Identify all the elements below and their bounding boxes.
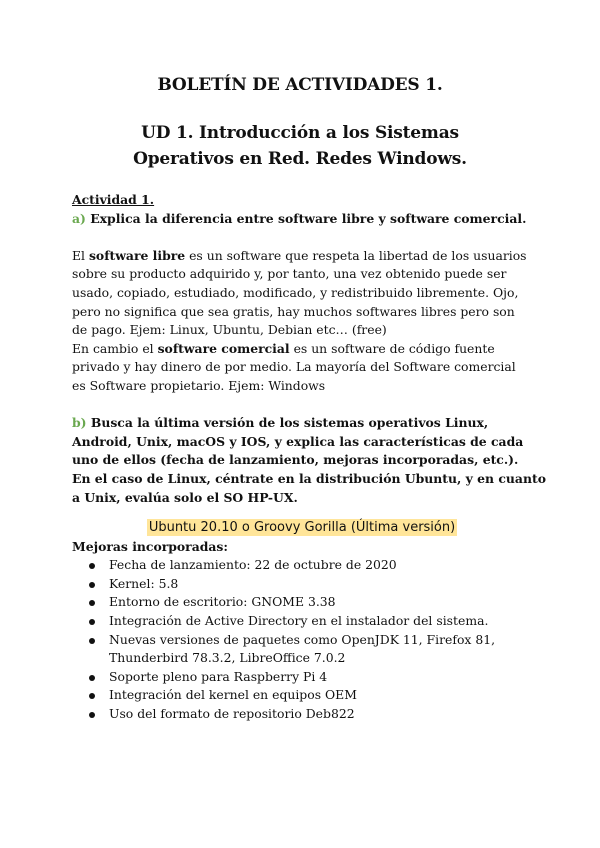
question-b — [72, 414, 546, 507]
ubuntu-heading-wrap — [72, 518, 532, 537]
text-run: El — [72, 247, 89, 263]
question-line: uno de ellos (fecha de lanzamiento, mejoras incorporadas, etc.). — [72, 452, 519, 468]
paragraph-line: privado y hay dinero de por medio. La mayoría del Software comercial — [72, 359, 516, 375]
document-title: BOLETÍN DE ACTIVIDADES 1. — [157, 75, 443, 95]
question-line: En el caso de Linux, céntrate en la distribución Ubuntu, y en cuanto — [72, 470, 546, 486]
paragraph-line: sobre su producto adquirido y, por tanto, una vez obtenido puede ser — [72, 266, 507, 282]
list-item-text: Soporte pleno para Raspberry Pi 4 — [109, 668, 328, 684]
list-item-text: Thunderbird 78.3.2, LibreOffice 7.0.2 — [109, 650, 346, 666]
question-line — [72, 414, 532, 433]
answer-a-paragraph-2 — [72, 340, 532, 396]
spacer — [72, 396, 532, 415]
improvements-list — [72, 556, 532, 723]
bullet-icon — [89, 600, 95, 606]
activity-heading: Actividad 1. — [72, 192, 155, 207]
bullet-icon — [89, 619, 95, 625]
question-a-letter: a) — [72, 210, 86, 226]
text-run: Busca la última versión de los sistemas operativos Linux, — [86, 415, 489, 431]
list-item-text: Kernel: 5.8 — [109, 575, 179, 591]
document-subtitle — [0, 120, 600, 172]
subtitle-line: UD 1. Introducción a los Sistemas — [141, 123, 459, 143]
question-line: Android, Unix, macOS y IOS, y explica las características de cada — [72, 433, 524, 449]
text-run: es un software que respeta la libertad de los usuarios — [185, 247, 527, 263]
list-item-text: Integración de Active Directory en el instalador del sistema. — [109, 613, 489, 629]
list-item — [72, 556, 532, 575]
paragraph-line: es Software propietario. Ejem: Windows — [72, 377, 326, 393]
paragraph-line — [72, 247, 532, 266]
list-item-text: Fecha de lanzamiento: 22 de octubre de 2020 — [109, 557, 397, 573]
list-item — [72, 612, 532, 631]
paragraph-line: pero no significa que sea gratis, hay muchos softwares libres pero son — [72, 303, 515, 319]
spacer — [72, 228, 532, 247]
text-run: En cambio el — [72, 340, 158, 356]
paragraph-line: de pago. Ejem: Linux, Ubuntu, Debian etc… (free) — [72, 322, 387, 338]
text-run: es un software de código fuente — [289, 340, 495, 356]
list-item — [72, 686, 532, 705]
paragraph-line — [72, 340, 532, 359]
document-body — [72, 191, 546, 724]
list-item — [72, 631, 532, 668]
question-a — [72, 210, 532, 229]
bullet-icon — [89, 563, 95, 569]
term-software-comercial: software comercial — [157, 340, 290, 356]
list-item-text: Nuevas versiones de paquetes como OpenJDK 11, Firefox 81, — [109, 631, 496, 647]
list-item-text: Integración del kernel en equipos OEM — [109, 687, 357, 703]
list-item-text: Uso del formato de repositorio Deb822 — [109, 706, 355, 722]
term-software-libre: software libre — [88, 247, 186, 263]
list-item — [72, 668, 532, 687]
list-item — [72, 575, 532, 594]
bullet-icon — [89, 638, 95, 644]
list-item — [72, 593, 532, 612]
question-a-text: Explica la diferencia entre software libre y software comercial. — [85, 210, 527, 226]
list-item-text: Entorno de escritorio: GNOME 3.38 — [109, 594, 336, 610]
subtitle-line: Operativos en Red. Redes Windows. — [133, 149, 467, 169]
bullet-icon — [89, 582, 95, 588]
answer-a-paragraph-1 — [72, 247, 532, 340]
ubuntu-version-heading: Ubuntu 20.10 o Groovy Gorilla (Última versión) — [148, 520, 456, 536]
question-b-letter: b) — [72, 415, 87, 431]
list-item — [72, 705, 532, 724]
improvements-heading: Mejoras incorporadas: — [72, 538, 228, 554]
paragraph-line: usado, copiado, estudiado, modificado, y redistribuido libremente. Ojo, — [72, 284, 519, 300]
bullet-icon — [89, 675, 95, 681]
bullet-icon — [89, 693, 95, 699]
question-line: a Unix, evalúa solo el SO HP-UX. — [72, 489, 298, 505]
bullet-icon — [89, 712, 95, 718]
